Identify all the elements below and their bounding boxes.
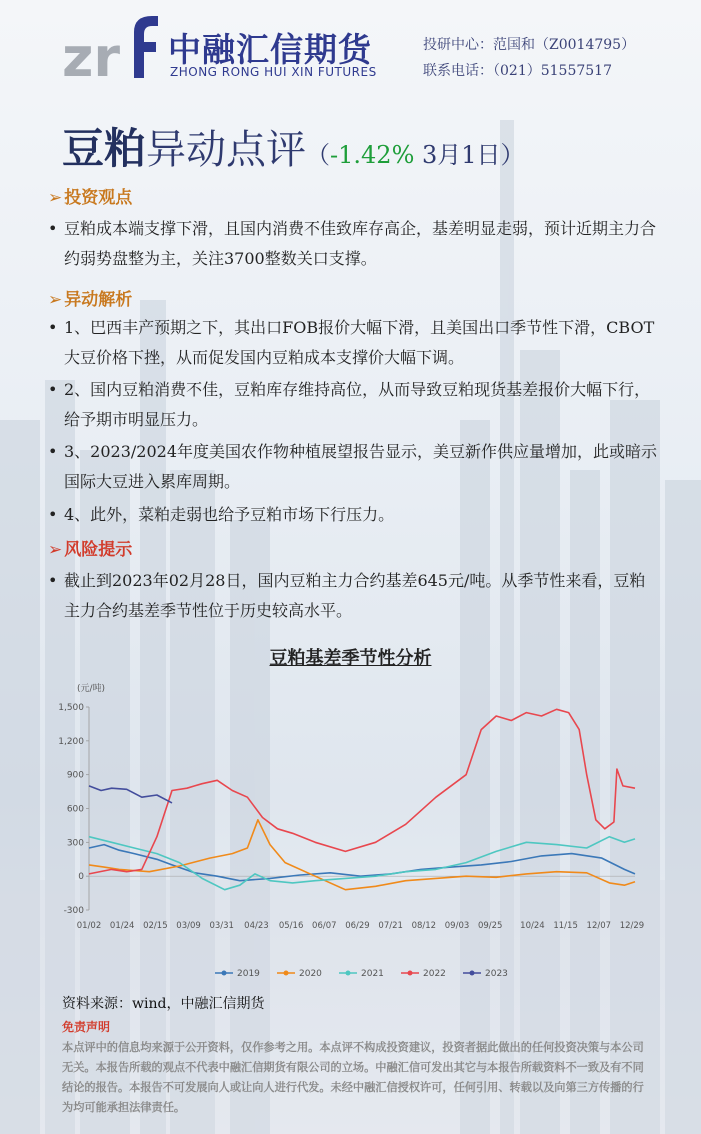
company-name-en: ZHONG RONG HUI XIN FUTURES [170,65,377,79]
legend-marker-2023 [470,971,475,976]
contact-research: 投研中心：范国和（Z0014795） [423,37,636,53]
title-commodity: 豆粕 [62,124,147,173]
y-tick-label: 0 [78,872,84,883]
x-tick-label: 08/12 [411,921,437,931]
series-line-2023 [89,786,172,803]
x-tick-label: 05/16 [278,921,304,931]
bullet-icon: • [48,318,58,337]
legend-label-2019: 2019 [237,969,260,979]
title-paren: （ [306,141,331,169]
series-line-2019 [89,845,635,881]
page-title [62,116,525,176]
bullet-icon: • [48,442,58,461]
x-tick-label: 03/31 [209,921,234,931]
title-change: -1.42% [330,141,415,169]
heading-analysis: ➢ 异动解析 [48,290,133,310]
y-tick-label: 1,500 [58,703,84,713]
list-item: • 豆粕成本端支撑下滑，且国内消费不佳致库存高企，基差明显走弱，预计近期主力合约弱势盘整为主，关注3700整数关口支撑。 [48,214,658,274]
x-tick-label: 12/29 [619,921,645,931]
y-tick-label: -300 [63,906,84,916]
y-tick-label: 1,200 [58,736,84,747]
x-tick-label: 09/25 [477,921,503,931]
disclaimer-body: 本点评中的信息均来源于公开资料，仅作参考之用。本点评不构成投资建议，投资者据此做出的任何投资决策与本公司无关。本报告所载的观点不代表中融汇信期货有限公司的立场。中融汇信可发出其它与本报告所载资料不一致及有不同结论的报告。本报告不可发展向人或让向人进行代发。未经中融汇信授权许可，任何引用、转载以及向第三方传播的行为均可能承担法律责任。 [62,1041,644,1114]
bullet-icon: • [48,505,58,524]
arrow-icon: ➢ [48,188,63,208]
svg-text:zr: zr [62,26,121,82]
x-tick-label: 03/09 [176,921,201,931]
legend-label-2023: 2023 [485,969,508,979]
series-line-2021 [89,837,635,890]
bullet-icon: • [48,571,58,590]
list-item: • 1、巴西丰产预期之下，其出口FOB报价大幅下滑，且美国出口季节性下滑，CBOT大豆价格下挫，从而促发国内豆粕成本支撑价大幅下调。 [48,313,658,373]
contact-phone: 联系电话：（021）51557517 [423,63,612,79]
x-tick-label: 06/29 [345,921,370,931]
title-date: 3月1日） [414,141,525,169]
legend-marker-2020 [284,971,289,976]
disclaimer-title: 免责声明 [62,1020,111,1034]
list-item: • 2、国内豆粕消费不佳，豆粕库存维持高位，从而导致豆粕现货基差报价大幅下行，给予期市明显压力。 [48,375,658,435]
list-item: • 3、2023/2024年度美国农作物种植展望报告显示，美豆新作供应量增加，此或暗示国际大豆进入累库周期。 [48,437,658,497]
legend-label-2022: 2022 [423,969,446,979]
data-source: 资料来源：wind，中融汇信期货 [62,996,265,1012]
y-tick-label: 600 [66,804,84,815]
arrow-icon: ➢ [48,290,63,310]
company-name-cn: 中融汇信期货 [168,30,372,69]
y-tick-label: 900 [66,770,84,781]
x-tick-label: 07/21 [378,921,403,931]
x-tick-label: 01/24 [109,921,135,931]
bullet-icon: • [48,380,58,399]
x-tick-label: 09/03 [444,921,470,931]
heading-view: ➢ 投资观点 [48,188,133,208]
legend-label-2021: 2021 [361,969,384,979]
x-tick-label: 12/07 [586,921,612,931]
legend-label-2020: 2020 [299,969,322,979]
y-tick-label: 300 [66,838,84,849]
legend-marker-2019 [222,971,227,976]
x-tick-label: 01/02 [76,921,102,931]
legend-marker-2022 [408,971,413,976]
series-line-2022 [89,709,635,874]
x-tick-label: 04/23 [244,921,269,931]
bullet-icon: • [48,219,58,238]
title-subject: 异动点评 [146,127,307,173]
company-logo [60,10,160,82]
x-tick-label: 10/24 [520,921,545,931]
legend-marker-2021 [346,971,351,976]
heading-risk: ➢ 风险提示 [48,540,133,560]
x-tick-label: 06/07 [312,921,337,931]
arrow-icon: ➢ [48,540,63,560]
chart-title: 豆粕基差季节性分析 [269,648,432,669]
basis-seasonal-chart [55,675,655,995]
x-tick-label: 02/15 [143,921,168,931]
list-item: • 截止到2023年02月28日，国内豆粕主力合约基差645元/吨。从季节性来看，豆粕主力合约基差季节性位于历史较高水平。 [48,566,658,626]
list-item: • 4、此外，菜粕走弱也给予豆粕市场下行压力。 [48,500,658,530]
y-unit-label: (元/吨) [77,684,106,694]
x-tick-label: 11/15 [553,921,578,931]
